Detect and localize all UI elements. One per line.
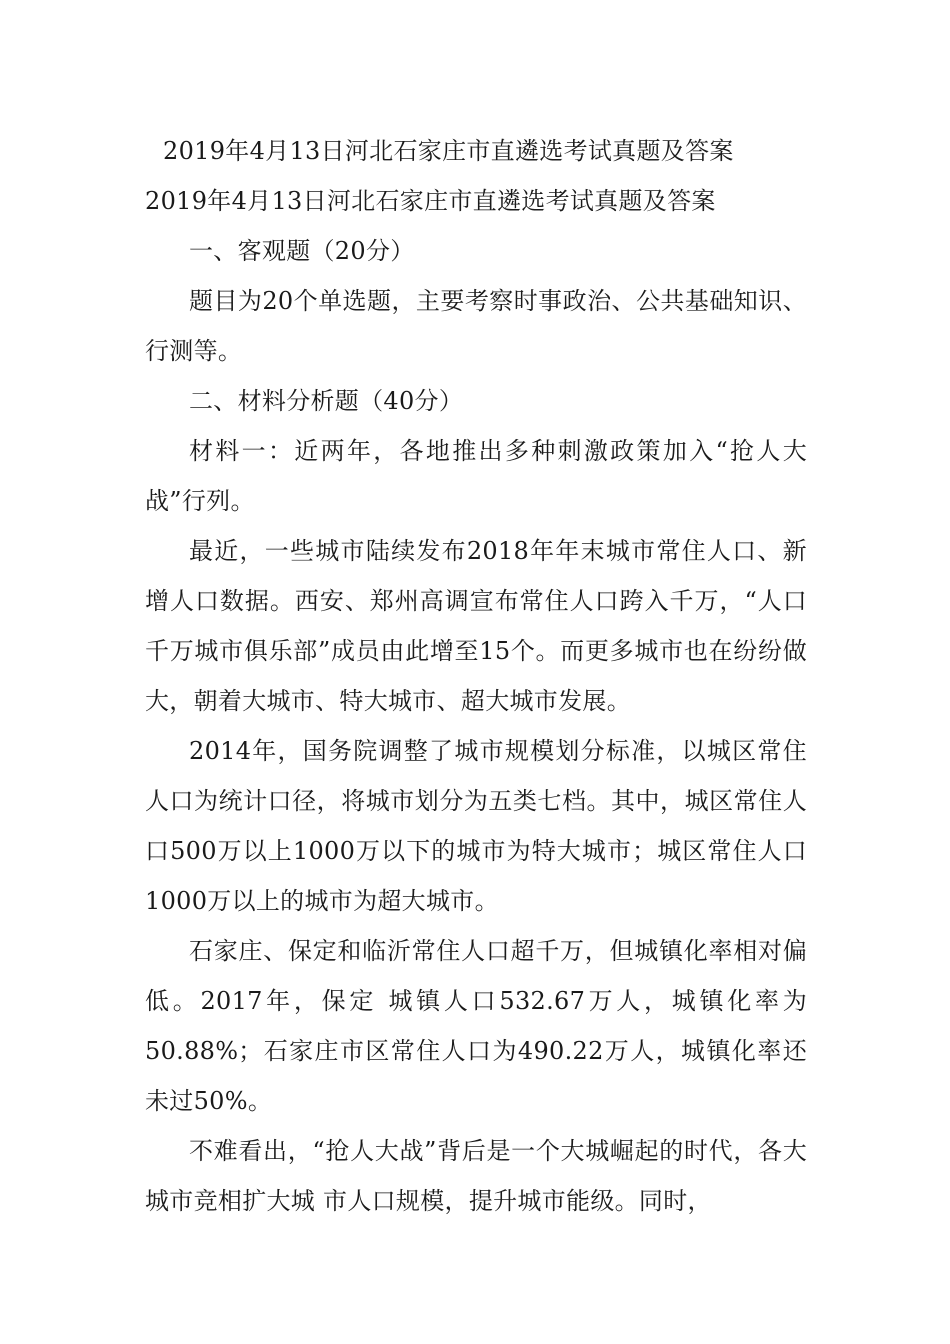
section-heading-objective: 一、客观题（20分） bbox=[189, 237, 415, 265]
section-body-objective: 题目为20个单选题，主要考察时事政治、公共基础知识、行测等。 bbox=[145, 287, 807, 365]
document-title: 2019年4月13日河北石家庄市直遴选考试真题及答案 bbox=[163, 137, 734, 165]
material-one-intro: 材料一：近两年，各地推出多种刺激政策加入“抢人大战”行列。 bbox=[145, 437, 807, 515]
section-heading-material-analysis: 二、材料分析题（40分） bbox=[189, 387, 464, 415]
paragraph: 最近，一些城市陆续发布2018年年末城市常住人口、新增人口数据。西安、郑州高调宣布常住人口跨入千万，“人口千万城市俱乐部”成员由此增至15个。而更多城市也在纷纷做大，朝着大城市、特大城市、超大城市发展。 bbox=[145, 537, 807, 715]
paragraph: 不难看出，“抢人大战”背后是一个大城崛起的时代，各大城市竞相扩大城 市人口规模，提升城市能级。同时， bbox=[145, 1137, 807, 1215]
paragraph: 石家庄、保定和临沂常住人口超千万，但城镇化率相对偏低。2017年，保定 城镇人口532.67万人，城镇化率为50.88%；石家庄市区常住人口为490.22万人，城镇化率还未过50%。 bbox=[145, 937, 807, 1115]
paragraph: 2014年，国务院调整了城市规模划分标准，以城区常住人口为统计口径，将城市划分为五类七档。其中，城区常住人口500万以上1000万以下的城市为特大城市；城区常住人口1000万以上的城市为超大城市。 bbox=[145, 737, 807, 915]
document-body bbox=[145, 126, 807, 1226]
document-title-repeat: 2019年4月13日河北石家庄市直遴选考试真题及答案 bbox=[145, 187, 716, 215]
